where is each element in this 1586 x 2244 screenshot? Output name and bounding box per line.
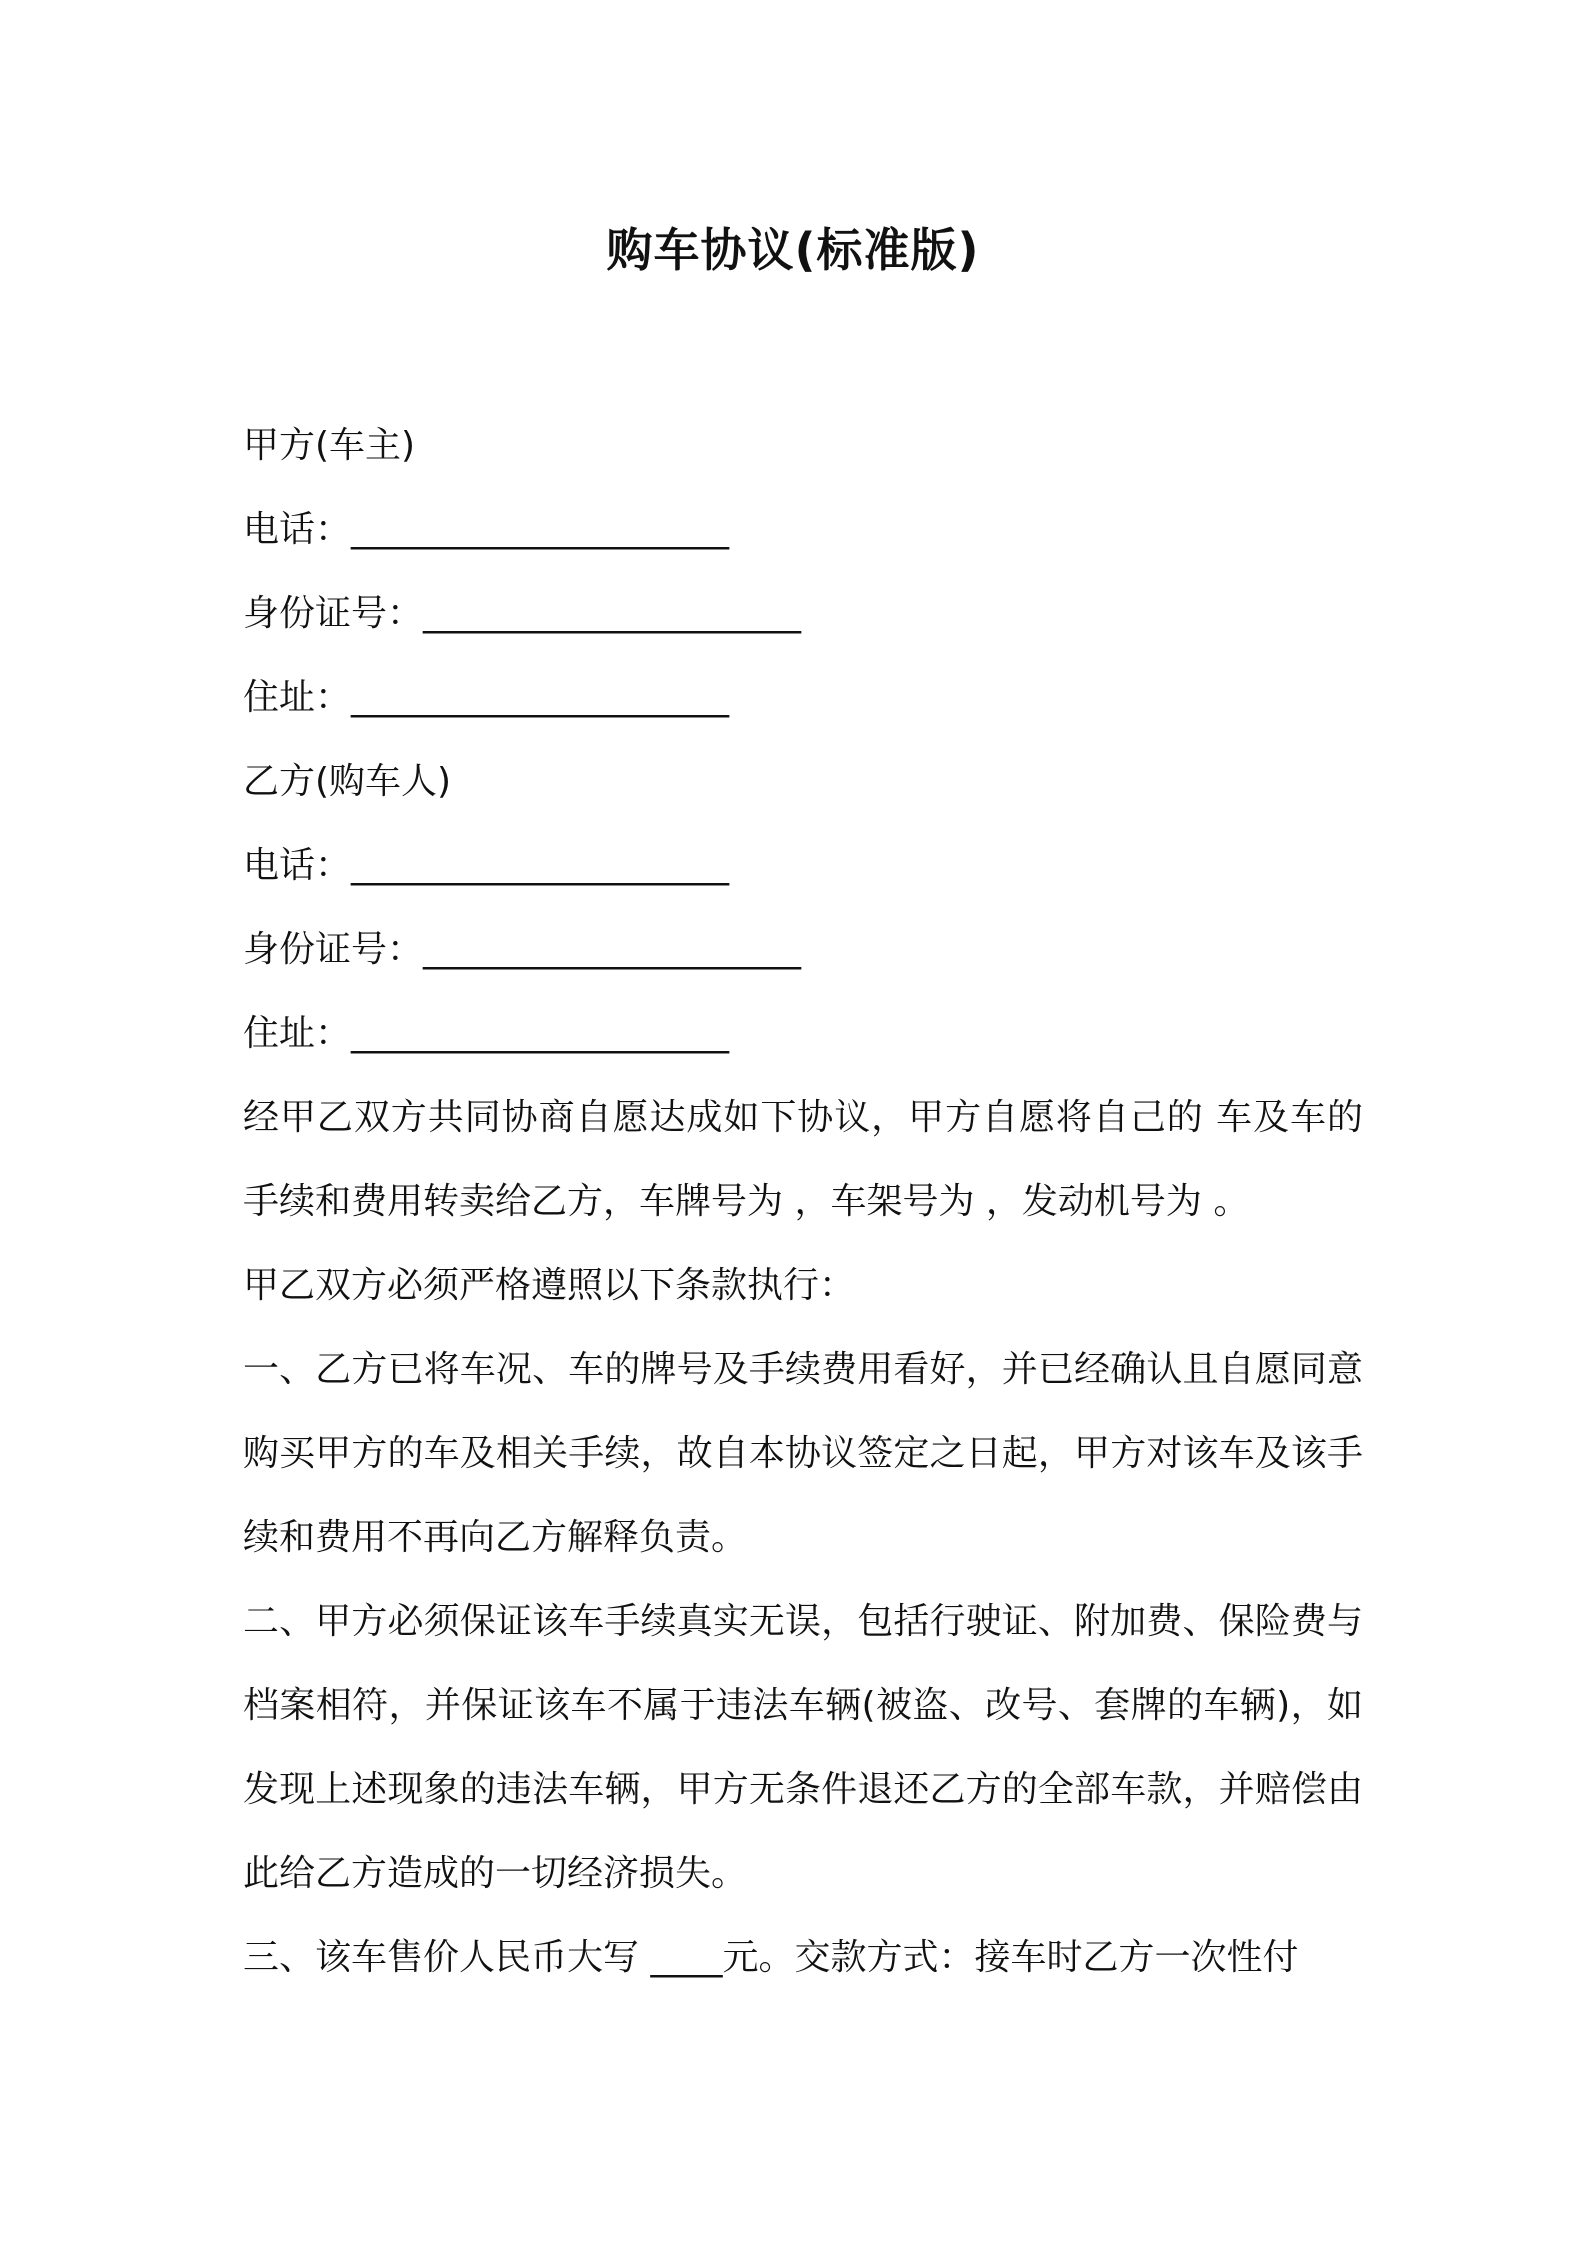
party-b-id-number: 身份证号：_____________________ (243, 929, 802, 970)
document-body (243, 404, 1363, 2000)
party-b-phone: 电话：_____________________ (243, 845, 730, 886)
party-b-address: 住址：_____________________ (243, 1013, 730, 1054)
clause-lead: 甲乙双方必须严格遵照以下条款执行： (243, 1265, 856, 1306)
party-a-heading: 甲方(车主) (243, 425, 416, 466)
party-a-address: 住址：_____________________ (243, 677, 730, 718)
party-a-id-number: 身份证号：_____________________ (243, 593, 802, 634)
clause-2: 二、甲方必须保证该车手续真实无误，包括行驶证、附加费、保险费与档案相符，并保证该车不属于违法车辆(被盗、改号、套牌的车辆)，如发现上述现象的违法车辆，甲方无条件退还乙方的全部车款，并赔偿由此给乙方造成的一切经济损失。 (243, 1601, 1363, 1894)
document-title: 购车协议(标准版) (606, 223, 980, 277)
clause-3: 三、该车售价人民币大写 ____元。交款方式：接车时乙方一次性付 (243, 1937, 1299, 1978)
party-a-phone: 电话：_____________________ (243, 509, 730, 550)
intro-paragraph: 经甲乙双方共同协商自愿达成如下协议，甲方自愿将自己的 车及车的手续和费用转卖给乙方，车牌号为 ，车架号为 ，发动机号为 。 (243, 1097, 1363, 1222)
party-b-heading: 乙方(购车人) (243, 761, 452, 802)
clause-1: 一、乙方已将车况、车的牌号及手续费用看好，并已经确认且自愿同意购买甲方的车及相关手续，故自本协议签定之日起，甲方对该车及该手续和费用不再向乙方解释负责。 (243, 1349, 1363, 1558)
